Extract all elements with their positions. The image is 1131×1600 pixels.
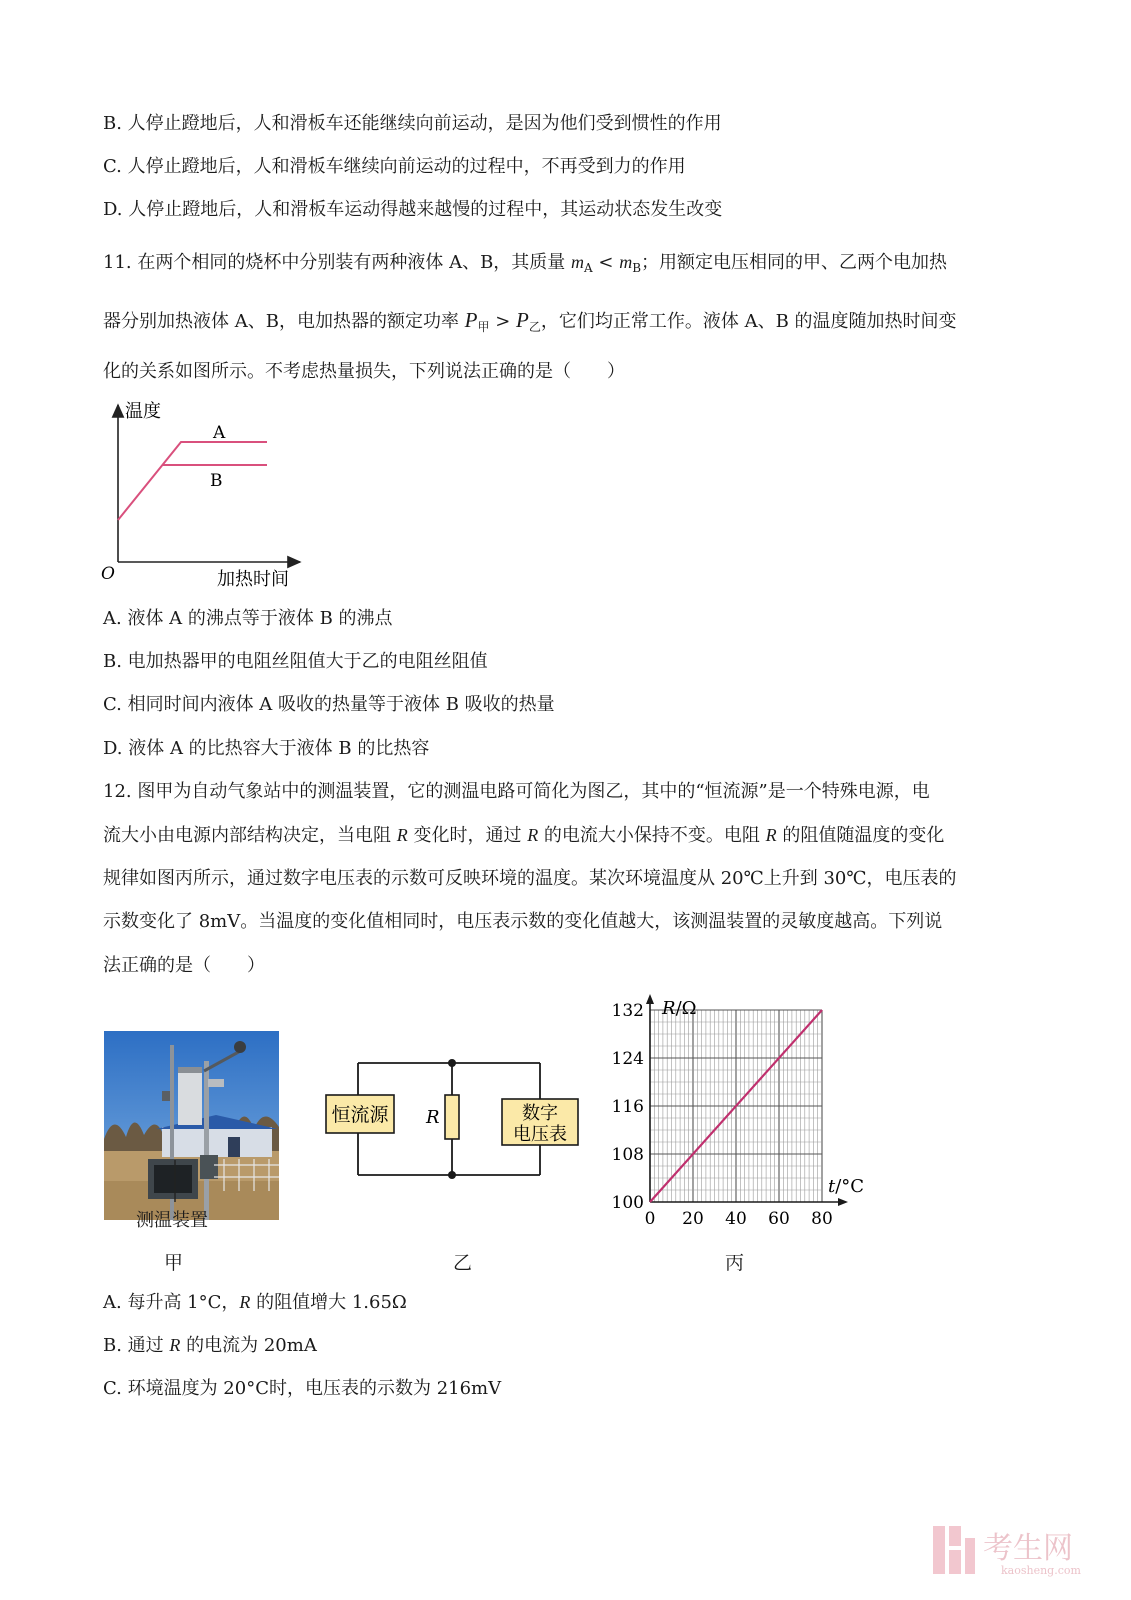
resistor-label: R <box>426 1107 440 1128</box>
voltmeter-label-2: 电压表 <box>513 1124 567 1145</box>
q11-option-c: C. 相同时间内液体 A 吸收的热量等于液体 B 吸收的热量 <box>103 694 555 715</box>
x-tick-label: 60 <box>768 1209 790 1229</box>
watermark-logo-icon <box>933 1526 975 1574</box>
q12-option-c: C. 环境温度为 20°C时，电压表的示数为 216mV <box>103 1378 502 1399</box>
figure-caption-yi: 乙 <box>453 1252 473 1274</box>
photo-pointer-line <box>170 1160 180 1210</box>
y-axis-label: 温度 <box>125 401 161 422</box>
y-tick-label: 116 <box>611 1097 644 1117</box>
q12-option-a: A. 每升高 1°C，R 的阻值增大 1.65Ω <box>103 1292 407 1313</box>
x-axis-label: 加热时间 <box>217 569 289 590</box>
y-axis-arrow-icon <box>646 994 654 1004</box>
x-tick-label: 80 <box>811 1209 833 1229</box>
x-tick-label: 40 <box>725 1209 747 1229</box>
y-tick-label: 124 <box>611 1049 644 1069</box>
voltmeter-label-1: 数字 <box>522 1103 558 1124</box>
q11-stem-line-1: 11. 在两个相同的烧杯中分别装有两种液体 A、B，其质量 $m_A < m_B$；用额定电压相同的甲、乙两个电加热 <box>103 252 948 275</box>
q12-stem-line-3: 规律如图丙所示，通过数字电压表的示数可反映环境的温度。某次环境温度从 20℃上升到 30℃，电压表的 <box>103 868 957 889</box>
watermark <box>931 1520 1111 1584</box>
q11-stem-line-3: 化的关系如图所示。不考虑热量损失，下列说法正确的是（ ） <box>103 361 625 382</box>
q10-option-b: B. 人停止蹬地后，人和滑板车还能继续向前运动，是因为他们受到惯性的作用 <box>103 113 722 134</box>
y-axis-label: R/Ω <box>662 998 697 1019</box>
junction-bottom <box>448 1171 456 1179</box>
q10-option-c: C. 人停止蹬地后，人和滑板车继续向前运动的过程中，不再受到力的作用 <box>103 156 686 177</box>
q11-temperature-graph <box>95 395 315 595</box>
q12-stem-line-5: 法正确的是（ ） <box>103 955 265 976</box>
x-axis-label: t/°C <box>828 1176 865 1197</box>
curve-a <box>118 442 267 520</box>
resistance-temperature-chart <box>610 992 880 1242</box>
q11-option-a: A. 液体 A 的沸点等于液体 B 的沸点 <box>103 608 393 629</box>
figure-caption-bing: 丙 <box>725 1252 745 1274</box>
x-axis-arrow-icon <box>838 1198 848 1206</box>
y-tick-label: 108 <box>611 1145 644 1165</box>
label-a: A <box>213 423 226 443</box>
x-tick-label: 20 <box>682 1209 704 1229</box>
origin-label: O <box>101 564 115 584</box>
device-label: 测温装置 <box>136 1210 208 1231</box>
weather-station-photo <box>104 1031 279 1220</box>
q12-stem-line-1: 12. 图甲为自动气象站中的测温装置，它的测温电路可简化为图乙，其中的“恒流源”是一个特殊电源，电 <box>103 781 930 802</box>
q10-option-d: D. 人停止蹬地后，人和滑板车运动得越来越慢的过程中，其运动状态发生改变 <box>103 199 723 220</box>
circuit-diagram <box>320 1055 600 1195</box>
y-tick-label: 132 <box>611 1001 644 1021</box>
q12-stem-line-2: 流大小由电源内部结构决定，当电阻 R 变化时，通过 R 的电流大小保持不变。电阻 R 的阻值随温度的变化 <box>103 825 945 846</box>
y-tick-label: 100 <box>611 1193 644 1213</box>
watermark-url: kaosheng.com <box>1001 1564 1081 1577</box>
junction-top <box>448 1059 456 1067</box>
figure-caption-jia: 甲 <box>164 1252 184 1274</box>
resistor-symbol <box>445 1095 459 1139</box>
current-source-label: 恒流源 <box>331 1104 389 1126</box>
watermark-brand: 考生网 <box>983 1531 1073 1566</box>
q12-option-b: B. 通过 R 的电流为 20mA <box>103 1335 317 1356</box>
q11-option-b: B. 电加热器甲的电阻丝阻值大于乙的电阻丝阻值 <box>103 651 488 672</box>
q11-option-d: D. 液体 A 的比热容大于液体 B 的比热容 <box>103 738 430 759</box>
q12-stem-line-4: 示数变化了 8mV。当温度的变化值相同时，电压表示数的变化值越大，该测温装置的灵敏度越高。下列说 <box>103 911 943 932</box>
q11-stem-line-2: 器分别加热液体 A、B，电加热器的额定功率 $P_甲 > P_乙$，它们均正常工作。液体 A、B 的温度随加热时间变 <box>103 308 957 334</box>
x-tick-label: 0 <box>644 1209 656 1229</box>
label-b: B <box>210 471 223 491</box>
